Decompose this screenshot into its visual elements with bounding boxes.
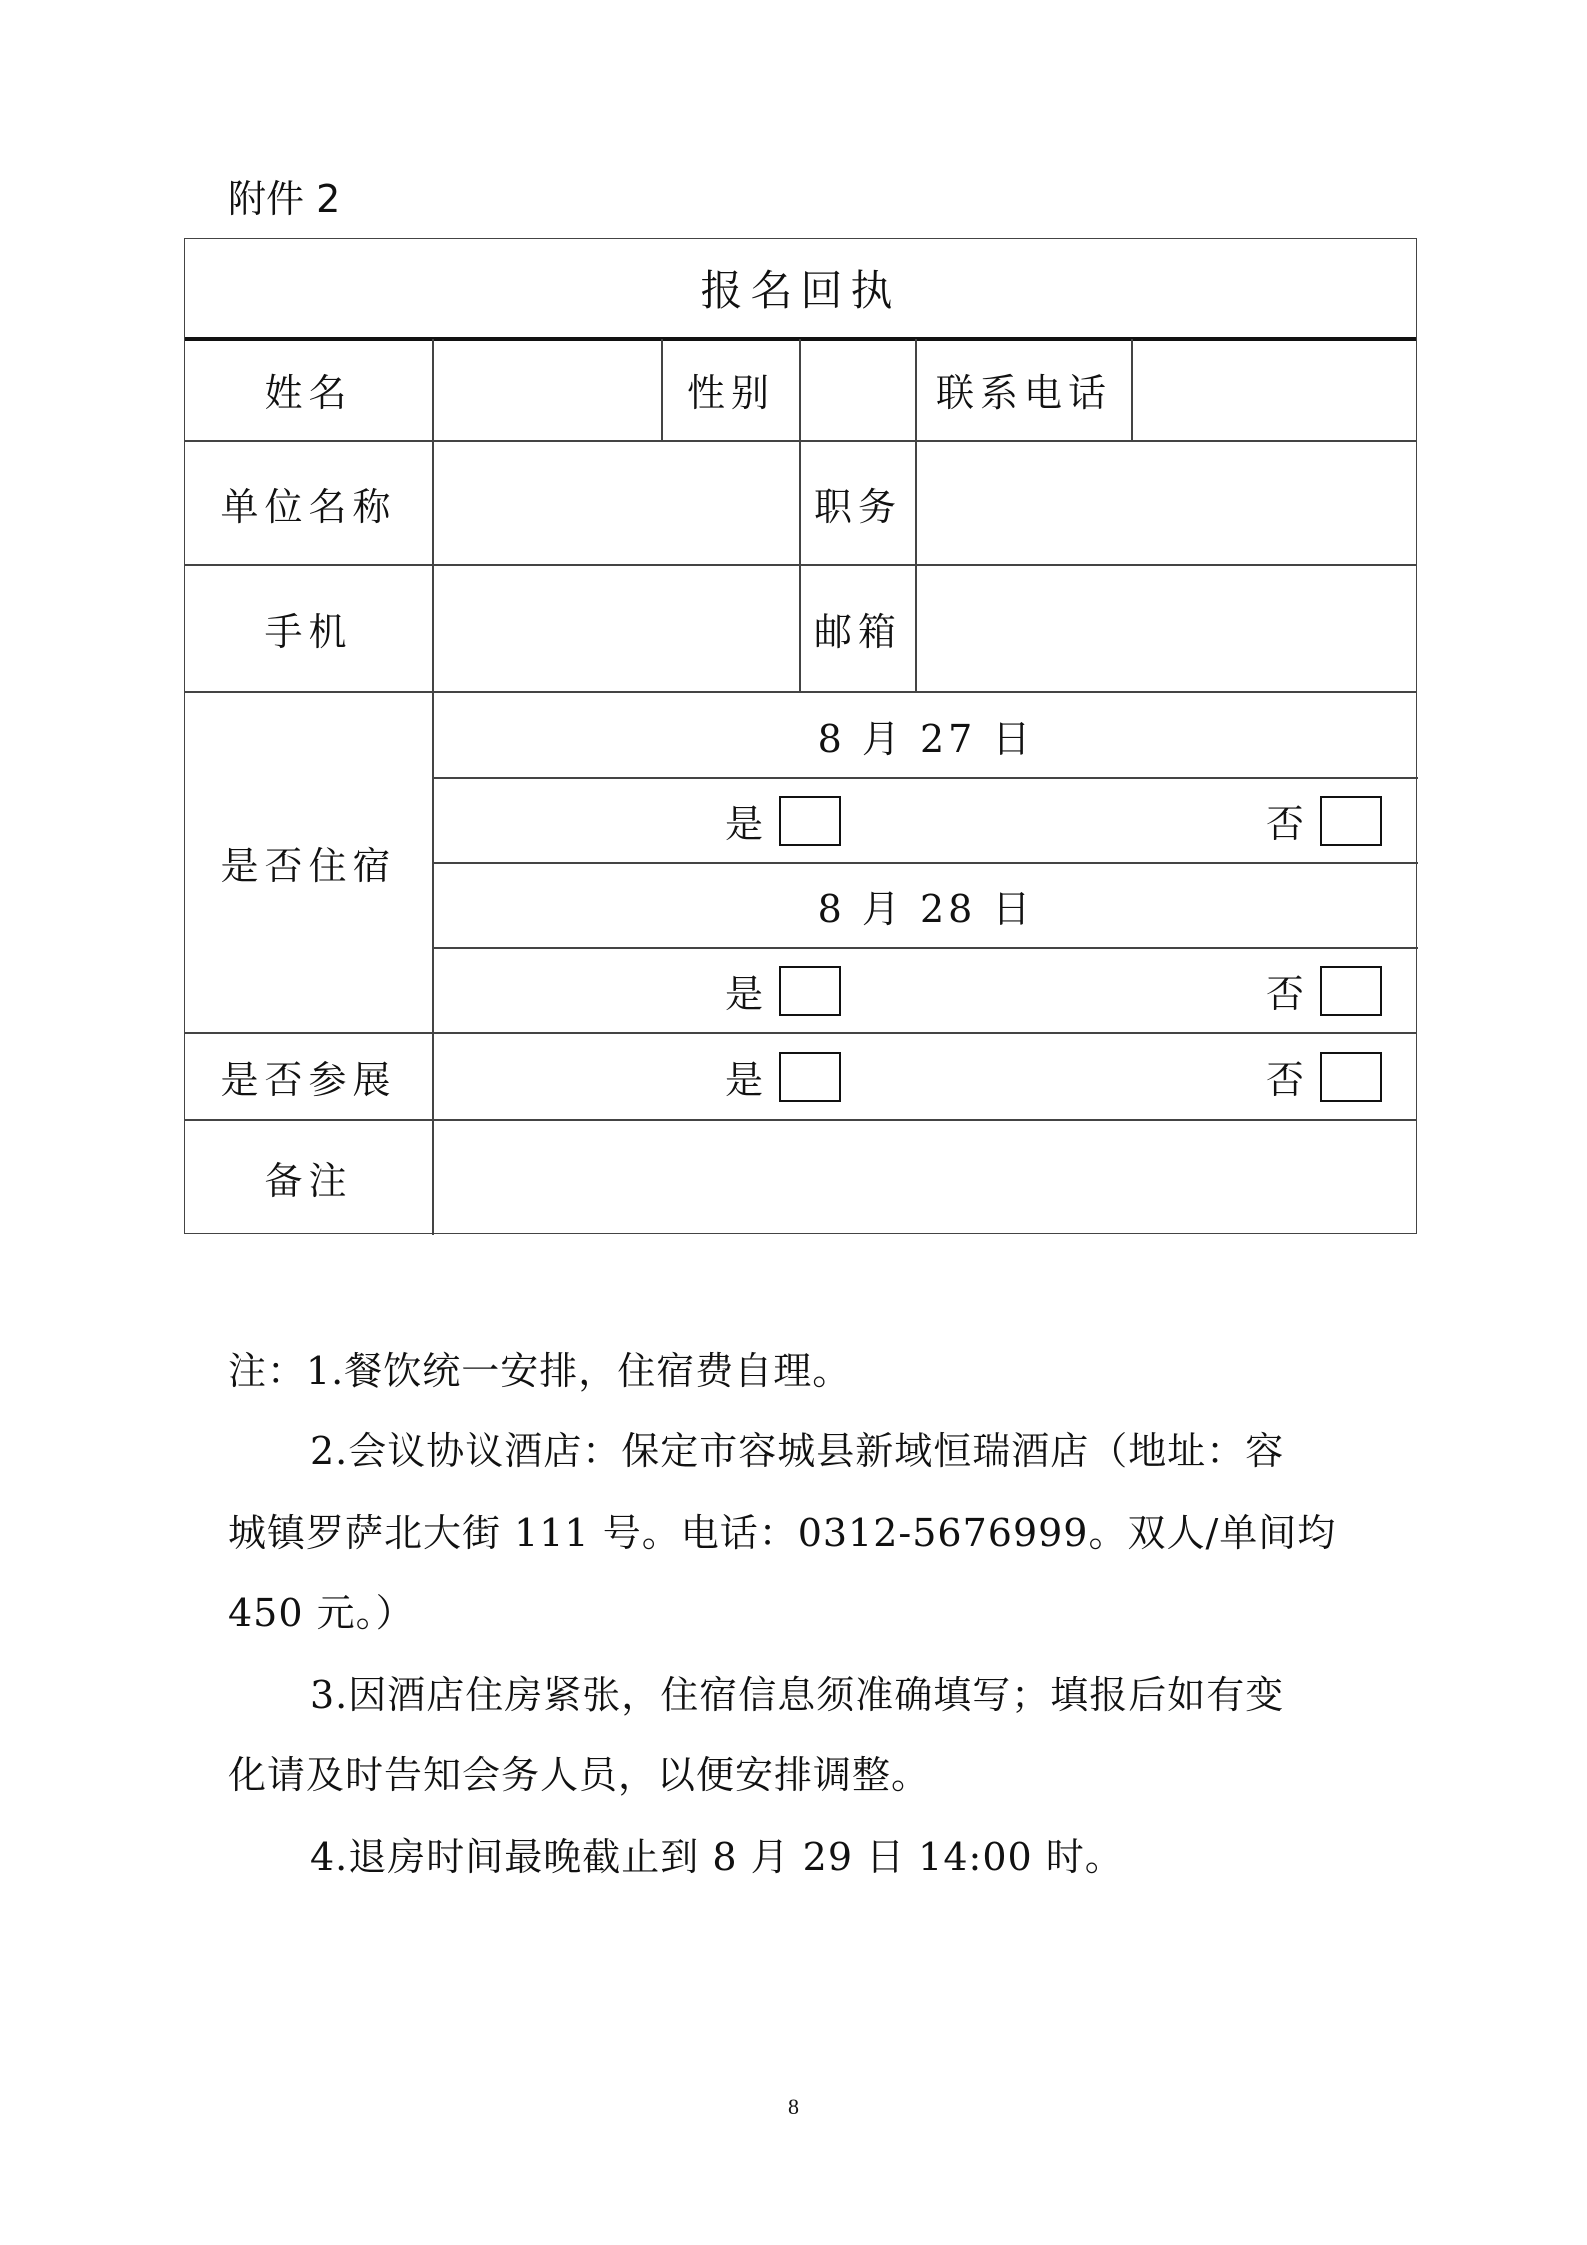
contact-phone-label: 联系电话 (935, 371, 1112, 415)
remarks-input[interactable] (434, 1121, 1418, 1233)
lodging-day1-no-checkbox[interactable] (1320, 796, 1382, 846)
exhibit-no (1266, 1034, 1416, 1119)
note-line-1: 注：1.餐饮统一安排，住宿费自理。 (228, 1349, 852, 1393)
lodging-day1-yes (725, 779, 955, 862)
date-day2: 8 月 28 日 (817, 887, 1035, 931)
mobile-label: 手机 (264, 610, 353, 654)
lodging-day2-yes (725, 949, 955, 1032)
no-label: 否 (1266, 972, 1311, 1016)
note-line-3: 城镇罗萨北大街 111 号。电话：0312-5676999。双人/单间均 (228, 1511, 1337, 1555)
date-day1: 8 月 27 日 (817, 716, 1035, 761)
mobile-input[interactable] (434, 566, 799, 691)
lodging-day2-yes-checkbox[interactable] (779, 966, 841, 1016)
position-label: 职务 (813, 484, 902, 529)
exhibit-yes-checkbox[interactable] (779, 1052, 841, 1102)
remarks-label: 备注 (264, 1158, 353, 1203)
lodging-day1-no (1266, 779, 1416, 862)
yes-label: 是 (725, 1058, 770, 1102)
yes-label: 是 (725, 972, 770, 1016)
note-line-5: 3.因酒店住房紧张，住宿信息须准确填写；填报后如有变 (310, 1673, 1285, 1717)
email-input[interactable] (917, 566, 1418, 691)
gender-input[interactable] (801, 339, 915, 440)
exhibit-label: 是否参展 (220, 1058, 397, 1102)
lodging-label: 是否住宿 (220, 844, 397, 888)
name-input[interactable] (434, 339, 661, 440)
note-line-2: 2.会议协议酒店：保定市容城县新域恒瑞酒店（地址：容 (310, 1429, 1285, 1473)
gender-label: 性别 (686, 371, 775, 415)
note-line-4: 450 元。） (228, 1591, 415, 1635)
organization-input[interactable] (434, 442, 799, 564)
no-label: 否 (1266, 1058, 1311, 1102)
registration-form (184, 238, 1417, 1234)
position-input[interactable] (917, 442, 1418, 564)
name-label: 姓名 (264, 371, 353, 415)
no-label: 否 (1266, 802, 1311, 846)
lodging-day2-no (1266, 949, 1416, 1032)
organization-label: 单位名称 (220, 484, 397, 529)
attachment-label: 附件 2 (228, 177, 341, 221)
email-label: 邮箱 (813, 610, 902, 654)
note-line-7: 4.退房时间最晚截止到 8 月 29 日 14:00 时。 (310, 1835, 1124, 1879)
note-line-6: 化请及时告知会务人员，以便安排调整。 (228, 1753, 931, 1797)
lodging-day2-no-checkbox[interactable] (1320, 966, 1382, 1016)
page-number: 8 (788, 2094, 799, 2119)
exhibit-no-checkbox[interactable] (1320, 1052, 1382, 1102)
exhibit-yes (725, 1034, 955, 1119)
contact-phone-input[interactable] (1133, 339, 1418, 440)
form-title: 报名回执 (700, 266, 901, 315)
lodging-day1-yes-checkbox[interactable] (779, 796, 841, 846)
yes-label: 是 (725, 802, 770, 846)
